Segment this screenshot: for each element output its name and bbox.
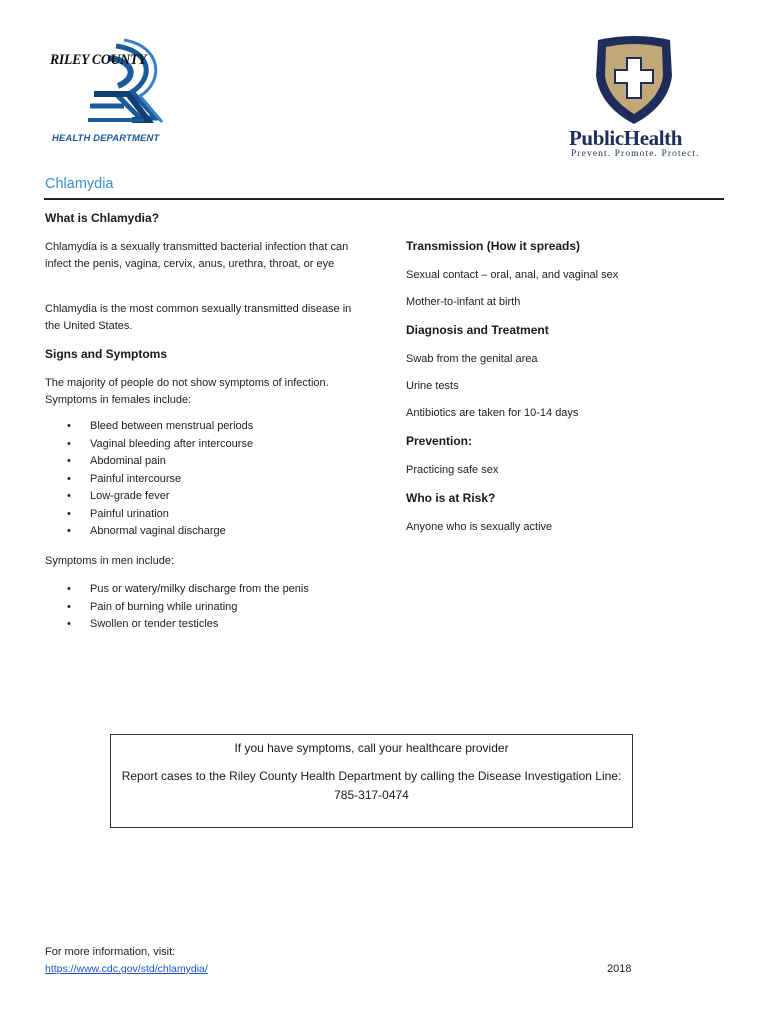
diagnosis-item-2: Urine tests <box>406 380 459 392</box>
risk-heading: Who is at Risk? <box>406 491 496 505</box>
male-symptoms-list <box>45 581 385 634</box>
public-health-logo-tagline: Prevent. Promote. Protect. <box>571 149 700 159</box>
prevention-item-1: Practicing safe sex <box>406 464 499 476</box>
transmission-item-1: Sexual contact – oral, anal, and vaginal sex <box>406 269 619 281</box>
signs-symptoms-heading: Signs and Symptoms <box>45 347 168 361</box>
female-symptoms-list <box>45 418 375 541</box>
prevention-heading: Prevention: <box>406 434 473 448</box>
list-item: • Abnormal vaginal discharge <box>45 523 375 541</box>
diagnosis-heading: Diagnosis and Treatment <box>406 323 549 337</box>
notice-line-2: Report cases to the Riley County Health Department by calling the Disease Investigation Line: 785-317-0474 <box>121 769 622 802</box>
what-is-heading: What is Chlamydia? <box>45 211 160 225</box>
notice-line-1: If you have symptoms, call your healthcare provider <box>234 741 509 755</box>
list-item: • Pain of burning while urinating <box>45 599 385 617</box>
title-divider <box>44 198 724 200</box>
what-is-paragraph-1: Chlamydia is a sexually transmitted bacterial infection that can infect the penis, vagina, cervix, anus, urethra, throat, or eye <box>45 241 349 270</box>
transmission-item-2: Mother-to-infant at birth <box>406 296 521 308</box>
list-item: • Painful urination <box>45 506 375 524</box>
list-item: • Bleed between menstrual periods <box>45 418 375 436</box>
page-title: Chlamydia <box>45 176 114 192</box>
public-health-shield-icon <box>590 36 678 126</box>
list-item: • Painful intercourse <box>45 471 375 489</box>
riley-county-logo-dept: HEALTH DEPARTMENT <box>52 133 160 144</box>
report-notice-box <box>110 734 633 828</box>
signs-intro: The majority of people do not show symptoms of infection. Symptoms in females include: <box>45 377 329 406</box>
list-item: • Swollen or tender testicles <box>45 616 385 634</box>
transmission-heading: Transmission (How it spreads) <box>406 239 581 253</box>
diagnosis-item-1: Swab from the genital area <box>406 353 538 365</box>
more-info-label: For more information, visit: <box>45 946 176 958</box>
diagnosis-item-3: Antibiotics are taken for 10-14 days <box>406 407 579 419</box>
public-health-logo-title: PublicHealth <box>569 126 683 150</box>
risk-item-1: Anyone who is sexually active <box>406 521 553 533</box>
men-intro: Symptoms in men include: <box>45 555 174 567</box>
riley-county-logo-name: RILEY COUNTY <box>50 52 147 68</box>
list-item: • Pus or watery/milky discharge from the penis <box>45 581 385 599</box>
list-item: • Vaginal bleeding after intercourse <box>45 436 375 454</box>
document-year: 2018 <box>607 963 632 975</box>
what-is-paragraph-2: Chlamydia is the most common sexually transmitted disease in the United States. <box>45 303 352 332</box>
list-item: • Abdominal pain <box>45 453 375 471</box>
cdc-chlamydia-link[interactable]: https://www.cdc.gov/std/chlamydia/ <box>45 963 208 975</box>
list-item: • Low-grade fever <box>45 488 375 506</box>
